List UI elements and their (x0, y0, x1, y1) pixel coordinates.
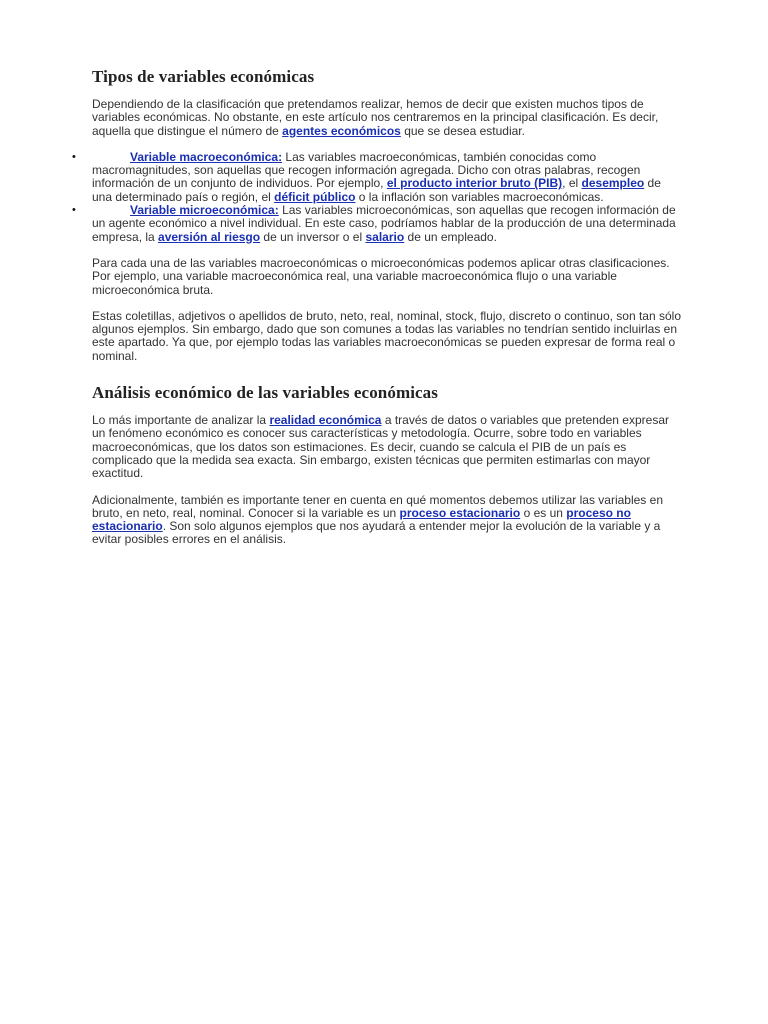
intro-text-before: Dependiendo de la clasificación que pretendamos realizar, hemos de decir que existen muchos tipos de variables económicas. No obstante, en este artículo nos centraremos en la principal clasificación. Es decir, aquella que distingue el número de (92, 97, 659, 138)
link-proceso-estacionario[interactable]: proceso estacionario (399, 505, 521, 520)
paragraph-clasificaciones: Para cada una de las variables macroeconómicas o microeconómicas podemos aplicar otras clasificaciones. Por ejemplo, una variable macroeconómica real, una variable macroeconómica flujo o una variable microeconómica bruta. (92, 255, 670, 297)
link-desempleo[interactable]: desempleo (581, 176, 645, 191)
link-variable-microeconomica[interactable]: Variable microeconómica: (130, 203, 279, 218)
link-aversion-al-riesgo[interactable]: aversión al riesgo (158, 229, 261, 244)
bullet-icon: • (72, 150, 76, 163)
intro-paragraph (92, 98, 682, 138)
link-realidad-economica[interactable]: realidad económica (269, 413, 382, 428)
macro-text-3: de una determinado país o región, el (92, 176, 661, 204)
analisis-text-1: Lo más importante de analizar la (92, 413, 270, 428)
procesos-text-1: Adicionalmente, también es importante tener en cuenta en qué momentos debemos utilizar las variables en bruto, en neto, real, nominal. Conocer si la variable es un (92, 492, 663, 520)
procesos-text-3: . Son solo algunos ejemplos que nos ayudará a entender mejor la evolución de la variable y a evitar posibles errores en el análisis. (92, 519, 661, 547)
micro-text-2: de un inversor o el (260, 229, 366, 244)
section-title-tipos: Tipos de variables económicas (92, 67, 315, 86)
link-pib[interactable]: el producto interior bruto (PIB) (386, 176, 563, 191)
analisis-text-2: a través de datos o variables que pretenden expresar un fenómeno económico es conocer sus características y metodología. Ocurre, sobre todo en variables macroeconómicas, que los datos son estimaciones. Es decir, cuando se calcula el PIB de un país es complicado que la medida sea exacta. Sin embargo, existen técnicas que permiten estimarlas con mayor exactitud. (92, 413, 669, 481)
list-item-macro (72, 149, 682, 204)
link-deficit-publico[interactable]: déficit público (274, 189, 356, 204)
article (72, 66, 682, 560)
section-title-analisis: Análisis económico de las variables económicas (92, 383, 438, 403)
link-agentes-economicos[interactable]: agentes económicos (282, 123, 401, 138)
paragraph-coletillas: Estas coletillas, adjetivos o apellidos de bruto, neto, real, nominal, stock, flujo, discreto o continuo, son tan sólo algunos ejemplos. Sin embargo, dado que son comunes a todas las variables no tendrían sentido incluirlas en este apartado. Ya que, por ejemplo todas las variables macroeconómicas se pueden expresar de forma real o nominal. (92, 308, 681, 363)
micro-text-3: de un empleado. (404, 229, 497, 244)
link-variable-macroeconomica[interactable]: Variable macroeconómica: (130, 149, 283, 164)
micro-text-1: Las variables microeconómicas, son aquellas que recogen información de un agente económico a nivel individual. En este caso, podríamos hablar de la producción de una determinada empresa, la (92, 203, 676, 244)
procesos-text-2: o es un (520, 505, 567, 520)
link-salario[interactable]: salario (365, 229, 405, 244)
bullet-icon: • (72, 204, 76, 217)
list-item-micro (72, 203, 682, 244)
macro-text-4: o la inflación son variables macroeconómicas. (355, 189, 604, 204)
paragraph-realidad (92, 414, 682, 480)
macro-text-1: Las variables macroeconómicas, también conocidas como macromagnitudes, son aquellas que recogen información agregada. Dicho con otras palabras, recogen información de un conjunto de individuos. Por ejemplo, (92, 149, 641, 191)
paragraph-procesos (92, 494, 682, 547)
intro-text-after: que se desea estudiar. (400, 123, 525, 138)
macro-text-2: , el (562, 176, 582, 191)
link-proceso-no-estacionario[interactable]: proceso no estacionario (92, 505, 631, 534)
variable-types-list (72, 149, 682, 244)
